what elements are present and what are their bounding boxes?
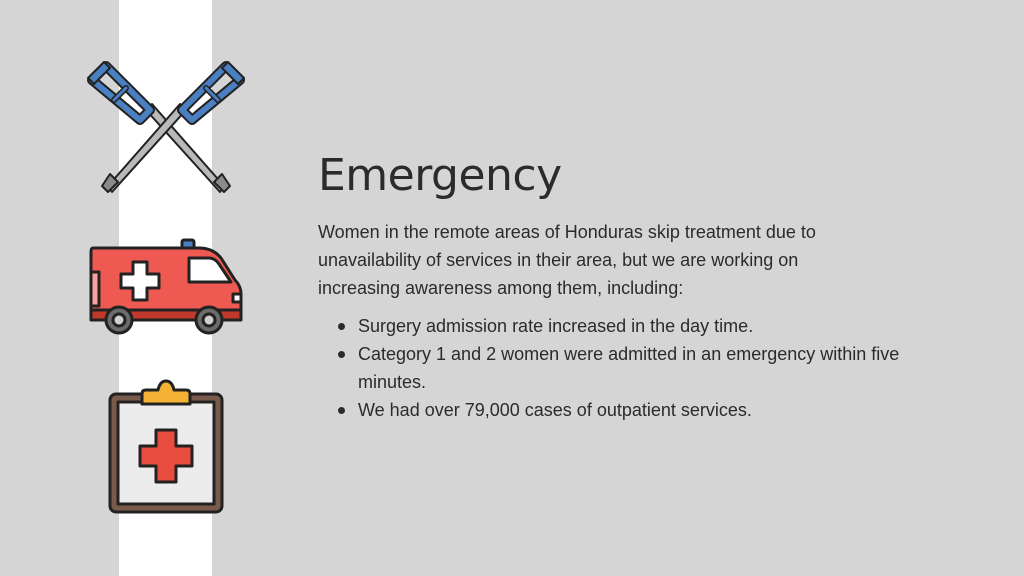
slide-title: Emergency bbox=[318, 150, 562, 201]
intro-paragraph: Women in the remote areas of Honduras skip treatment due to unavailability of services in their area, but we are working on increasing awareness among them, including: bbox=[318, 222, 816, 298]
clipboard-medical-icon bbox=[106, 378, 226, 516]
bullet-dot bbox=[338, 323, 345, 330]
bullet-text: Surgery admission rate increased in the day time. bbox=[358, 316, 754, 336]
bullet-item bbox=[318, 396, 908, 424]
crutches-icon bbox=[84, 58, 248, 198]
bullet-text: Category 1 and 2 women were admitted in an emergency within five minutes. bbox=[358, 344, 900, 392]
bullet-text: We had over 79,000 cases of outpatient services. bbox=[358, 400, 752, 420]
slide-content bbox=[318, 146, 938, 424]
bullet-dot bbox=[338, 407, 345, 414]
bullet-item bbox=[318, 340, 908, 396]
bullet-dot bbox=[338, 351, 345, 358]
ambulance-icon bbox=[85, 236, 245, 340]
bullet-list bbox=[318, 312, 908, 424]
bullet-item bbox=[318, 312, 908, 340]
